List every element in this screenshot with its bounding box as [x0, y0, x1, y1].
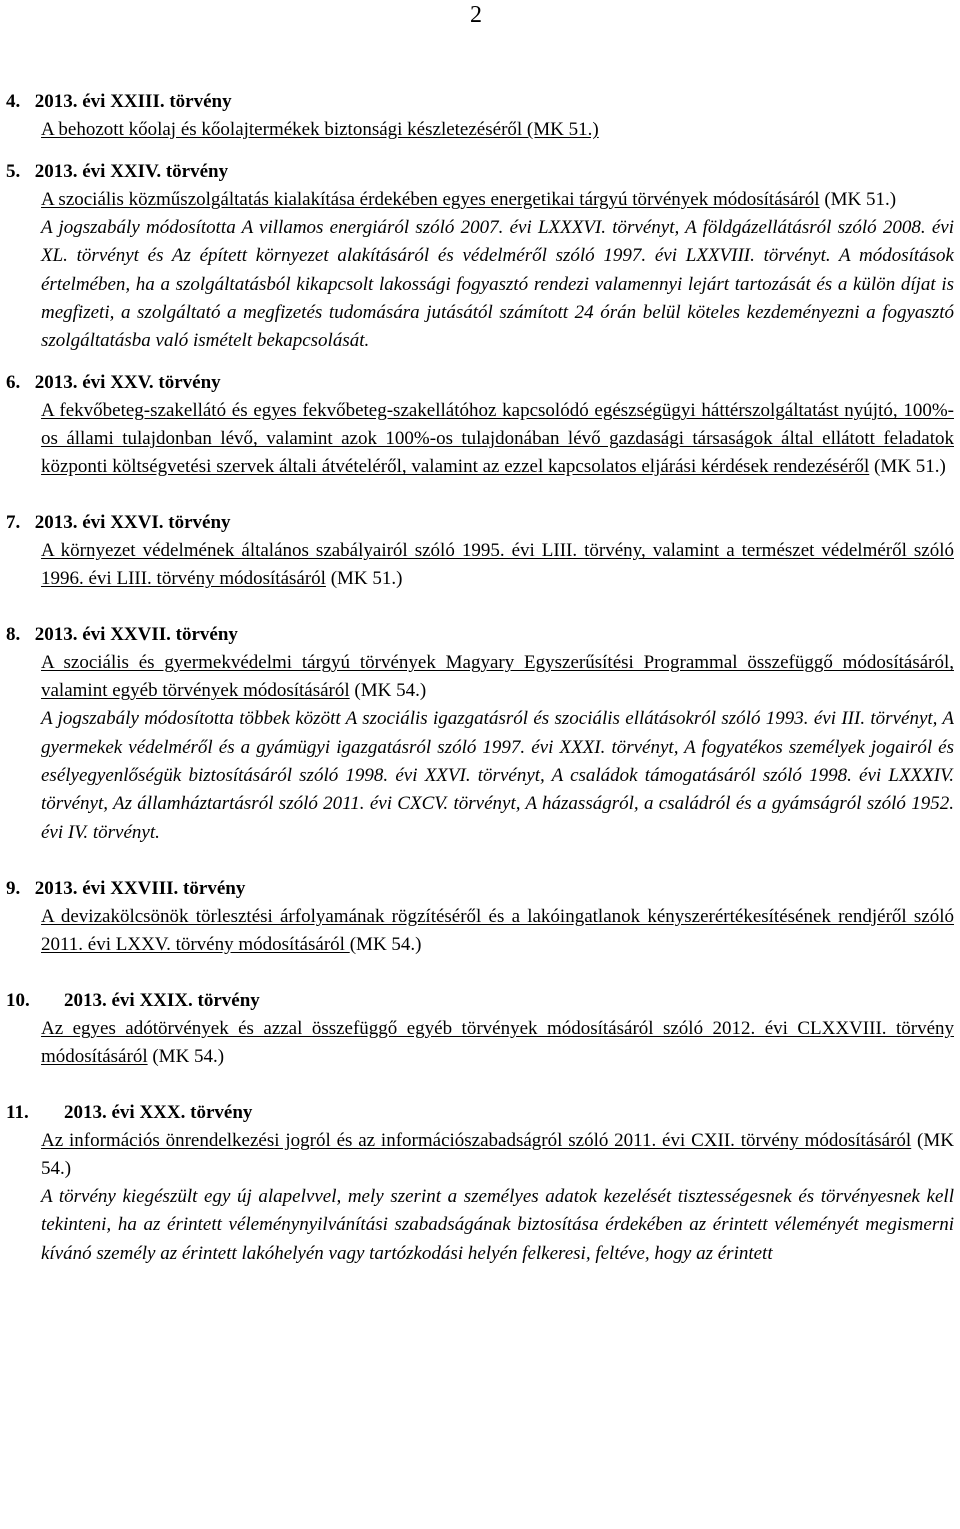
law-description: [41, 116, 954, 144]
law-heading: [6, 621, 954, 649]
law-heading: [6, 1099, 954, 1127]
law-heading: [6, 158, 954, 186]
gazette-reference: (MK 54.): [147, 1045, 225, 1067]
entry-number: 11.: [6, 1101, 29, 1123]
gazette-reference: (MK 51.): [869, 456, 946, 478]
law-note: A törvény kiegészült egy új alapelvvel, mely szerint a személyes adatok kezelését tisztességesnek és törvényesnek kell tekinteni, ha az érintett véleménynyilvánítási szabadságának biztosítása érdekében az érintett véleményét megismerni kívánó személy az érintett lakóhelyén vagy tartózkodási helyén felkeresi, feltéve, hogy az érintett: [41, 1185, 954, 1264]
gazette-reference: (MK 54.): [349, 680, 427, 702]
law-title: 2013. évi XXIX. törvény: [64, 989, 260, 1011]
law-entry-7: [6, 509, 954, 593]
law-subject: Az információs önrendelkezési jogról és az információszabadságról szóló 2011. évi CXII. törvény módosításáról: [41, 1129, 912, 1151]
law-entry-5: [6, 158, 954, 355]
law-title: 2013. évi XXV. törvény: [34, 372, 221, 394]
law-entry-8: [6, 621, 954, 846]
law-heading: [6, 875, 954, 903]
law-description: [41, 397, 954, 481]
law-subject: A szociális közműszolgáltatás kialakítása érdekében egyes energetikai tárgyú törvények módosításáról: [41, 189, 820, 210]
law-heading: [6, 987, 954, 1015]
law-title: 2013. évi XXVIII. törvény: [34, 877, 246, 899]
law-description: [41, 1015, 954, 1071]
law-description: [41, 903, 954, 959]
law-subject: A környezet védelmének általános szabályairól szóló 1995. évi LIII. törvény, valamint a természet védelméről szóló 1996. évi LIII. törvény módosításáról: [41, 540, 954, 590]
law-note: A jogszabály módosította A villamos energiáról szóló 2007. évi LXXXVI. törvényt, A földgázellátásról szóló 2008. évi XL. törvényt és Az épített környezet alakításáról és védelméről szóló 1997. évi LXXVIII. törvényt. A módosítások értelmében, ha a szolgáltatásból kikapcsolt lakossági fogyasztó rendezi valamennyi lejárt tartozását és a külön díjat is megfizeti, a szolgáltató a megfizetés tudomására jutásától számított 24 órán belül köteles kezdeményezni a fogyasztó szolgáltatásba való ismételt bekapcsolását.: [41, 217, 954, 352]
law-title: 2013. évi XXIII. törvény: [34, 91, 232, 112]
entry-number: 5.: [6, 161, 21, 182]
law-heading: [6, 509, 954, 537]
entry-number: 8.: [6, 624, 21, 646]
entry-number: 10.: [6, 989, 30, 1011]
law-entry-4: [6, 88, 954, 144]
entry-number: 4.: [6, 91, 21, 112]
law-subject: A szociális és gyermekvédelmi tárgyú törvények Magyary Egyszerűsítési Programmal összefüggő módosításáról, valamint egyéb törvények módosításáról: [41, 652, 954, 702]
law-title: 2013. évi XXVI. törvény: [34, 512, 231, 534]
law-heading: [6, 369, 954, 397]
law-heading: [6, 88, 954, 116]
gazette-reference: (MK 51.): [819, 189, 897, 210]
law-subject: A behozott kőolaj és kőolajtermékek biztonsági készletezéséről (MK 51.): [41, 119, 599, 140]
law-description: [41, 186, 954, 214]
law-entry-9: [6, 875, 954, 959]
law-entry-6: [6, 369, 954, 481]
law-subject: A devizakölcsönök törlesztési árfolyamának rögzítéséről és a lakóingatlanok kényszerértékesítésének rendjéről szóló 2011. évi LXXV. törvény módosításáról: [41, 905, 954, 955]
law-description: [41, 537, 954, 593]
page-number: 2: [470, 2, 482, 28]
law-title: 2013. évi XXIV. törvény: [34, 161, 229, 182]
gazette-reference: (MK 54.): [349, 933, 422, 955]
document-body: [6, 88, 954, 1268]
entry-number: 6.: [6, 372, 21, 394]
gazette-reference: (MK 54.): [41, 1129, 954, 1179]
law-note: A jogszabály módosította többek között A szociális igazgatásról és szociális ellátásokról szóló 1993. évi III. törvényt, A gyermekek védelméről és a gyámügyi igazgatásról szóló 1997. évi XXXI. törvényt, A fogyatékos személyek jogairól és esélyegyenlőségük biztosításáról szóló 1998. évi XXVI. törvényt, A családok támogatásáról szóló 1998. évi LXXXIV. törvényt, Az államháztartásról szóló 2011. évi CXCV. törvényt, A házasságról, a családról és a gyámságról szóló 1952. évi IV. törvényt.: [41, 708, 954, 843]
law-description: [41, 649, 954, 705]
entry-number: 9.: [6, 877, 21, 899]
law-entry-10: [6, 987, 954, 1071]
law-description: [41, 1127, 954, 1183]
law-subject: A fekvőbeteg-szakellátó és egyes fekvőbeteg-szakellátóhoz kapcsolódó egészségügyi háttérszolgáltatást nyújtó, 100%-os állami tulajdonban lévő, valamint azok 100%-os tulajdonában lévő gazdasági társaságok által ellátott feladatok központi költségvetési szervek általi átvételéről, valamint az ezzel kapcsolatos eljárási kérdések rendezéséről: [41, 400, 954, 478]
entry-number: 7.: [6, 512, 21, 534]
law-subject: Az egyes adótörvények és azzal összefüggő egyéb törvények módosításáról szóló 2012. évi CLXXVIII. törvény módosításáról: [41, 1017, 954, 1067]
law-title: 2013. évi XXX. törvény: [64, 1101, 253, 1123]
law-entry-11: [6, 1099, 954, 1268]
law-title: 2013. évi XXVII. törvény: [34, 624, 238, 646]
gazette-reference: (MK 51.): [325, 568, 403, 590]
